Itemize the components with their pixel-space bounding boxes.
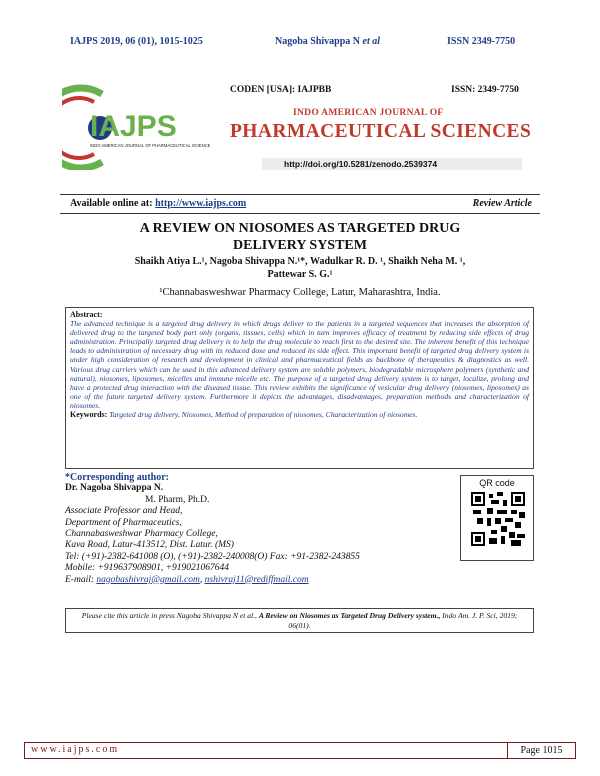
page-number: Page 1015: [507, 743, 575, 758]
journal-title-small: INDO AMERICAN JOURNAL OF: [293, 108, 444, 118]
journal-issn: ISSN: 2349-7750: [451, 85, 519, 95]
keywords: Keywords: Targeted drug delivery, Niosomes, Method of preparation of niosomes, Characterization of niosomes.: [70, 410, 418, 420]
authors: Shaikh Atiya L.¹, Nagoba Shivappa N.¹*, Wadulkar R. D. ¹, Shaikh Neha M. ¹, Pattewar S. G.¹: [134, 256, 466, 280]
header-volume: IAJPS 2019, 06 (01), 1015-1025: [70, 36, 203, 47]
author-college: Channabasweshwar Pharmacy College,: [65, 529, 218, 540]
footer-site[interactable]: www.iajps.com: [31, 744, 120, 755]
author-name: Dr. Nagoba Shivappa N.: [65, 483, 164, 494]
journal-logo: [62, 84, 210, 170]
author-mobile: Mobile: +919637908901, +919021067644: [65, 563, 230, 574]
email-link-2[interactable]: nshivraj11@rediffmail.com: [204, 574, 309, 585]
email-link-1[interactable]: nagobashivraj@gmail.com: [96, 574, 200, 585]
abstract-label: Abstract:: [70, 310, 103, 319]
doi-link[interactable]: http://doi.org/10.5281/zenodo.2539374: [262, 158, 522, 170]
author-tel: Tel: (+91)-2382-641008 (O), (+91)-2382-240008(O) Fax: +91-2382-243855: [65, 551, 360, 562]
article-type: Review Article: [472, 198, 532, 209]
header-issn: ISSN 2349-7750: [447, 36, 516, 47]
qr-label: QR code: [479, 478, 515, 488]
qr-code-icon[interactable]: [471, 492, 525, 546]
abstract-box: [65, 307, 534, 469]
page-footer: [24, 742, 576, 759]
coden: CODEN [USA]: IAJPBB: [230, 85, 332, 95]
availability-bar: [60, 194, 540, 214]
qr-box: [460, 475, 534, 561]
author-address: Kava Road, Latur-413512, Dist. Latur. (MS): [65, 540, 234, 551]
abstract-text: The advanced technique is a targeted drug delivery in which drugs deliver to the patients in a targeted sequences that increases the absorption of delivered drug to the targeted body part only (organs, tissues, cells) which in turn improves efficacy of treatment by reducing side effects of drug administration. Principally targeted drug delivery is to help the drug molecule to reach first to the desired site. The inherent benefit of this technique leads to administration of necessary drug with its reduced dose and reduced its side effect. This important benefit of targeted drug delivery system is under high consideration of research and development in clinical and pharmaceutical fields as backbone of therapeutics & diagnostics as well. Various drug carriers which can be used in this advanced delivery system are soluble polymers, biodegradable microsphere polymers (synthetic and natural), niosomes, liposomes, micelles and immune micelle etc. The purpose of a targeted drug delivery system is to target, localize, prolong and have a protected drug interaction with the diseased tissue. This review exhibits the significance of vesicular drug delivery (niosomes, liposomes) as one of the future targeted delivery system. Furthermore it depicts the advantages, disadvantages, preparation methods and characterization of niosomes.: [70, 319, 529, 410]
author-department: Department of Pharmaceutics,: [65, 517, 182, 528]
journal-url-link[interactable]: http://www.iajps.com: [155, 198, 247, 209]
journal-title-large: PHARMACEUTICAL SCIENCES: [230, 121, 532, 142]
author-position: Associate Professor and Head,: [65, 506, 183, 517]
citation-box: Please cite this article in press Nagoba Shivappa N et al., A Review on Niosomes as Targeted Drug Delivery system., Indo Am. J. P. Sci, 2019; 06(01).: [65, 608, 534, 633]
affiliation: ¹Channabasweshwar Pharmacy College, Latur, Maharashtra, India.: [159, 287, 441, 298]
logo-text: IAJPS: [90, 110, 177, 143]
article-title: A REVIEW ON NIOSOMES AS TARGETED DRUG DELIVERY SYSTEM: [139, 221, 461, 253]
corresponding-label: *Corresponding author:: [65, 472, 169, 483]
logo-subtext: INDO AMERICAN JOURNAL OF PHARMACEUTICAL SCIENCES: [90, 143, 210, 148]
header-author: Nagoba Shivappa N et al: [275, 36, 381, 47]
availability-label: Available online at: http://www.iajps.com: [70, 198, 247, 209]
author-degree: M. Pharm, Ph.D.: [145, 494, 210, 505]
author-email: E-mail: nagobashivraj@gmail.com, nshivraj11@rediffmail.com: [65, 574, 309, 585]
